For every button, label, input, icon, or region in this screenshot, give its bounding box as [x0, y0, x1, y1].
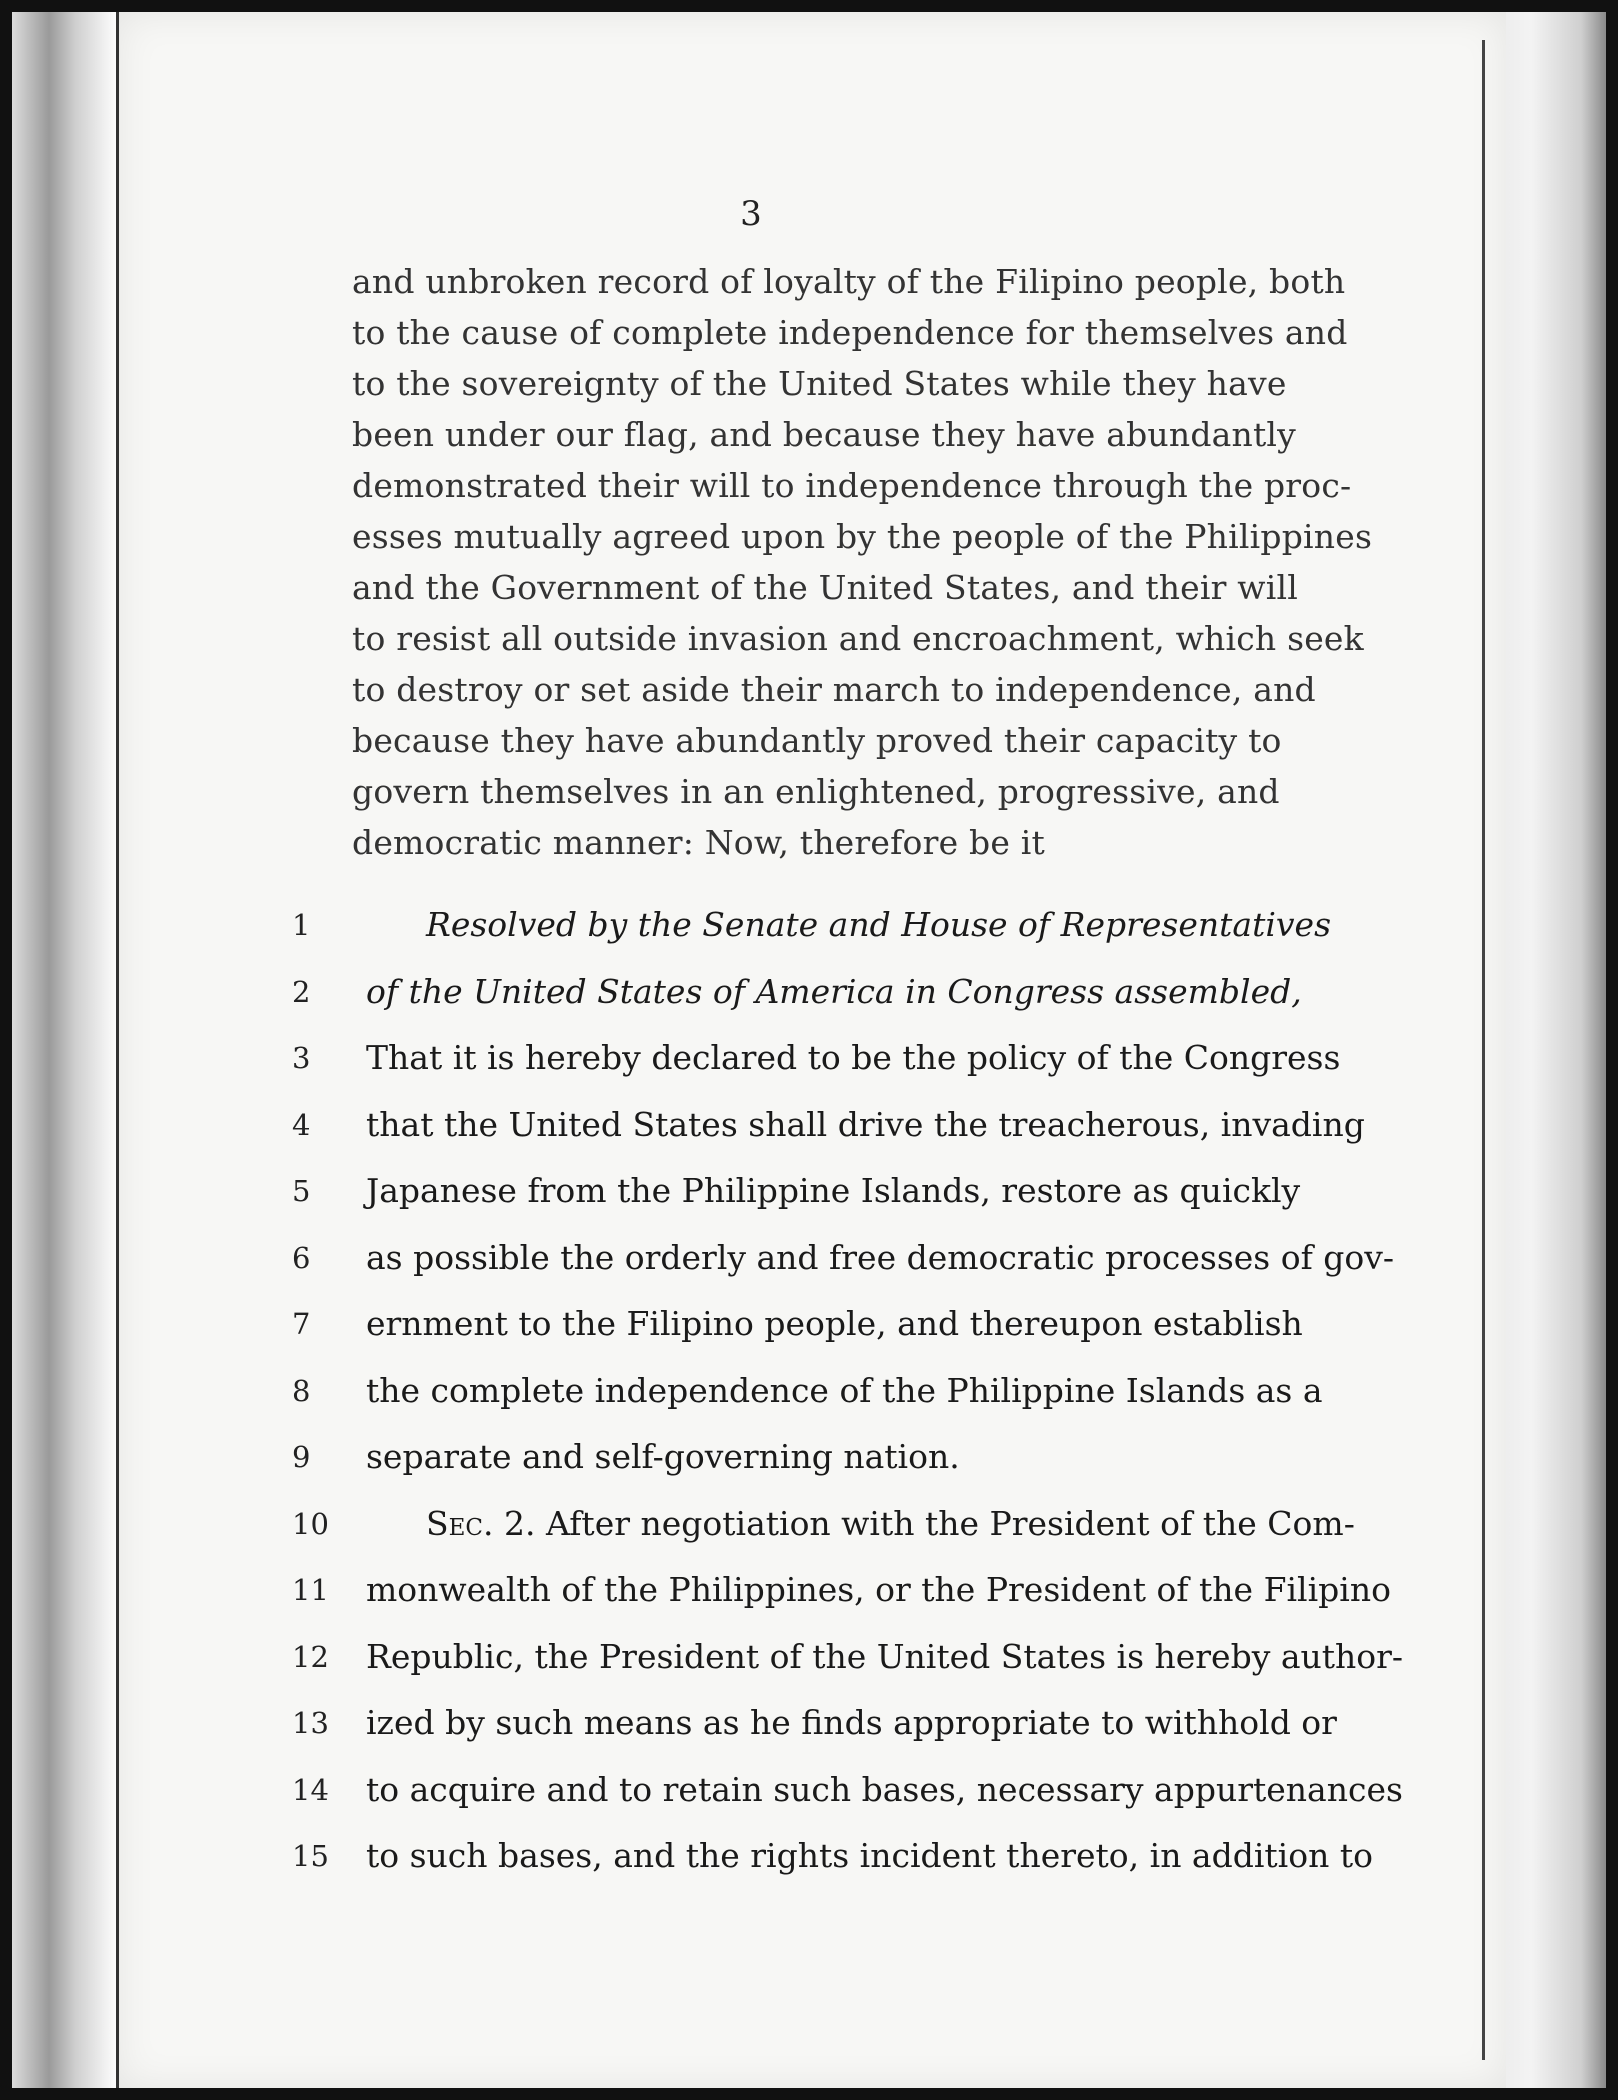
line-text: the complete independence of the Philippine Islands as a [366, 1370, 1323, 1410]
left-page-edge [116, 12, 119, 2088]
numbered-line [292, 892, 1332, 959]
preamble-line: been under our flag, and because they have abundantly [352, 415, 1297, 454]
preamble-line: democratic manner: Now, therefore be it [352, 823, 1045, 862]
numbered-line [292, 959, 1302, 1026]
line-text [366, 1491, 1355, 1558]
numbered-line [292, 1690, 1337, 1757]
preamble-line: govern themselves in an enlightened, progressive, and [352, 772, 1280, 811]
page-number: 3 [740, 194, 762, 234]
line-text: as possible the orderly and free democratic processes of gov- [366, 1237, 1395, 1277]
line-number: 9 [292, 1440, 311, 1474]
numbered-line [292, 1291, 1303, 1358]
line-text: ized by such means as he finds appropriate to withhold or [366, 1703, 1337, 1742]
line-text: to acquire and to retain such bases, necessary appurtenances [366, 1769, 1403, 1809]
numbered-line [292, 1624, 1404, 1691]
numbered-line [292, 1225, 1395, 1292]
preamble-text [352, 256, 1373, 868]
right-page-edge [1482, 40, 1485, 2060]
preamble-line: to the sovereignty of the United States while they have [352, 364, 1287, 403]
numbered-line [292, 1491, 1355, 1558]
line-number: 2 [292, 974, 311, 1009]
numbered-line [292, 1757, 1403, 1824]
preamble-line: and unbroken record of loyalty of the Filipino people, both [352, 262, 1346, 301]
preamble-line: to the cause of complete independence for themselves and [352, 313, 1348, 352]
line-text: that the United States shall drive the treacherous, invading [366, 1104, 1365, 1144]
line-number: 4 [292, 1107, 311, 1142]
line-text: Japanese from the Philippine Islands, restore as quickly [366, 1171, 1301, 1210]
left-scan-margin [12, 12, 118, 2088]
section-label: Sec. 2. [426, 1503, 536, 1543]
numbered-line [292, 1823, 1373, 1890]
numbered-line [292, 1358, 1323, 1425]
line-number: 12 [292, 1639, 329, 1674]
line-number: 11 [292, 1573, 329, 1607]
line-number: 3 [292, 1041, 311, 1075]
line-number: 8 [292, 1373, 311, 1408]
line-text: Republic, the President of the United States is hereby author- [366, 1636, 1404, 1676]
numbered-line [292, 1025, 1341, 1092]
numbered-line [292, 1424, 1232, 1491]
line-number: 5 [292, 1174, 311, 1208]
preamble-line: and the Government of the United States, and their will [352, 568, 1299, 607]
resolution-body [292, 892, 1404, 1890]
line-number: 14 [292, 1772, 329, 1807]
preamble-line: esses mutually agreed upon by the people of the Philippines [352, 517, 1373, 556]
line-text: That it is hereby declared to be the policy of the Congress [366, 1038, 1341, 1077]
line-text: monwealth of the Philippines, or the President of the Filipino [366, 1570, 1391, 1609]
section-text: After negotiation with the President of the Com- [545, 1503, 1355, 1543]
preamble-line: demonstrated their will to independence through the proc- [352, 466, 1352, 505]
preamble-line: to resist all outside invasion and encroachment, which seek [352, 619, 1364, 658]
line-number: 10 [292, 1506, 329, 1541]
line-text: of the United States of America in Congress assembled, [366, 971, 1302, 1011]
preamble-line: to destroy or set aside their march to independence, and [352, 670, 1316, 709]
line-text: to such bases, and the rights incident thereto, in addition to [366, 1836, 1373, 1875]
numbered-line [292, 1158, 1301, 1225]
line-text: Resolved by the Senate and House of Representatives [426, 905, 1332, 944]
numbered-line [292, 1092, 1365, 1159]
line-number: 13 [292, 1706, 329, 1740]
numbered-line [292, 1557, 1391, 1624]
line-number: 15 [292, 1839, 329, 1873]
line-number: 1 [292, 908, 311, 942]
line-text: ernment to the Filipino people, and thereupon establish [366, 1304, 1303, 1343]
line-number: 7 [292, 1307, 311, 1341]
line-text: separate and self-governing nation. [366, 1437, 960, 1476]
preamble-line: because they have abundantly proved their capacity to [352, 721, 1282, 760]
line-number: 6 [292, 1240, 311, 1275]
